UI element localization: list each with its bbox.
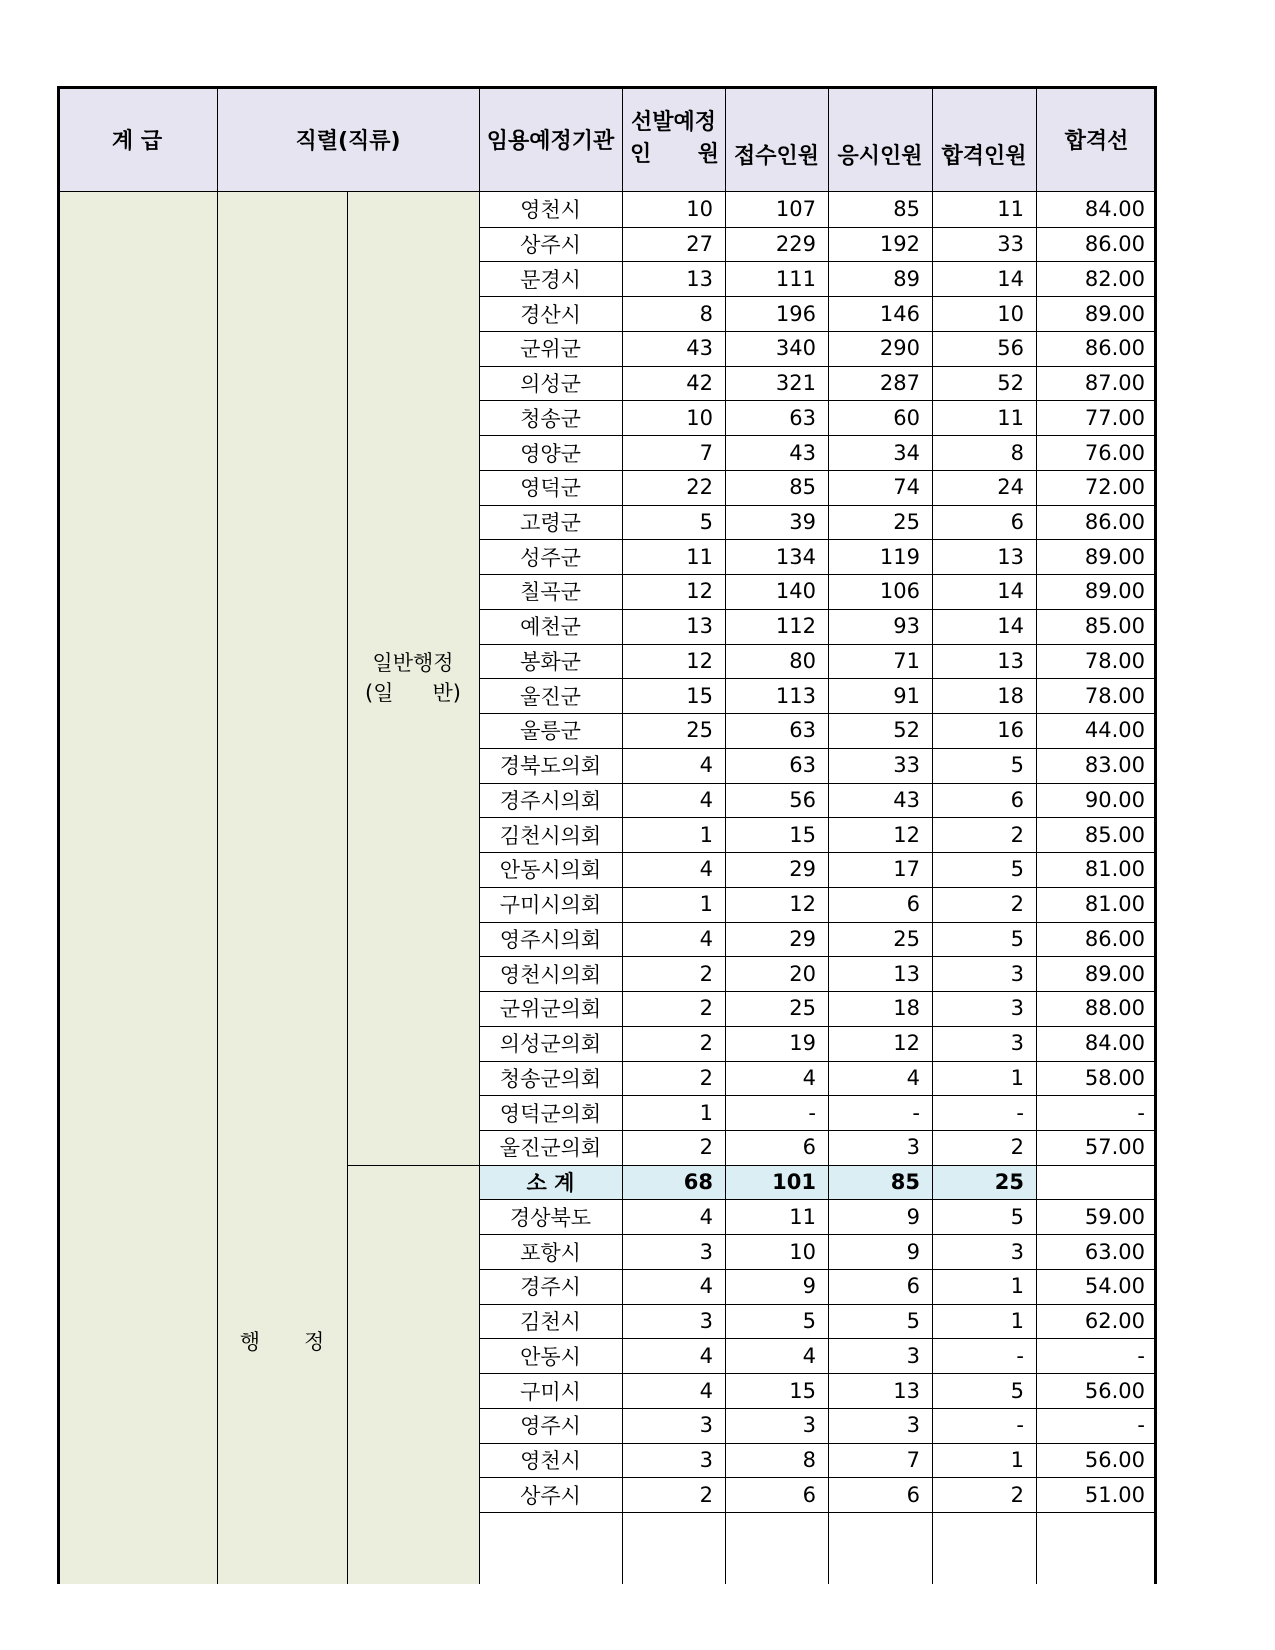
cell-examined: 33 [893, 753, 920, 778]
cell-planned: 4 [699, 1378, 713, 1403]
cell-passed: 14 [997, 579, 1024, 604]
cell-examined: 3 [906, 1413, 920, 1438]
grid-vline [1036, 86, 1037, 192]
cell-passed: 14 [997, 266, 1024, 291]
grid-hline [479, 783, 1157, 784]
cell-agency: 상주시 [520, 1483, 581, 1508]
cell-agency: 영주시의회 [499, 927, 602, 952]
cell-agency: 경주시 [520, 1275, 581, 1300]
cell-planned: 1 [699, 822, 713, 847]
cell-planned: 12 [686, 579, 713, 604]
cell-applied: 340 [775, 336, 816, 361]
cell-passed: 56 [997, 336, 1024, 361]
series-label: 행 정 [217, 192, 347, 1584]
header-applicants: 접수인원 [725, 86, 828, 192]
cell-applied: 101 [725, 1165, 828, 1200]
cell-passed: 1 [1010, 1447, 1024, 1472]
cell-cutoff: 85.00 [1084, 822, 1145, 847]
header-planned-line1: 선발예정 [630, 110, 716, 135]
cell-passed: 24 [997, 475, 1024, 500]
cell-planned: 4 [699, 753, 713, 778]
cell-applied: 20 [789, 961, 816, 986]
cell-passed: 2 [1010, 892, 1024, 917]
cell-applied: 11 [789, 1204, 816, 1229]
grid-vline [622, 86, 623, 192]
cell-passed: 5 [1010, 857, 1024, 882]
cell-applied: 8 [802, 1447, 816, 1472]
grid-vline [725, 86, 726, 192]
cell-cutoff: 62.00 [1084, 1309, 1145, 1334]
cell-passed: 5 [1010, 926, 1024, 951]
cell-planned: 2 [699, 1135, 713, 1160]
cell-cutoff: 56.00 [1084, 1447, 1145, 1472]
grid-hline [479, 1234, 1157, 1235]
cell-planned: 5 [699, 510, 713, 535]
cell-cutoff: 81.00 [1084, 857, 1145, 882]
cell-examined: 52 [893, 718, 920, 743]
cell-cutoff: 51.00 [1084, 1482, 1145, 1507]
cell-agency: 안동시의회 [499, 858, 602, 883]
cell-examined: 12 [893, 1031, 920, 1056]
cell-planned: 4 [699, 926, 713, 951]
cell-examined: 25 [893, 510, 920, 535]
cell-cutoff: 82.00 [1084, 266, 1145, 291]
grid-hline [479, 609, 1157, 610]
grid-hline [479, 817, 1157, 818]
cell-agency: 청송군 [520, 406, 581, 431]
cell-examined: 6 [906, 1482, 920, 1507]
grid-hline [479, 1443, 1157, 1444]
grid-hline [479, 1408, 1157, 1409]
cell-agency: 예천군 [520, 615, 581, 640]
cell-planned: 2 [699, 1482, 713, 1507]
cell-planned: 3 [699, 1309, 713, 1334]
cell-planned: 13 [686, 266, 713, 291]
grid-hline [479, 1165, 1157, 1166]
cell-passed: 8 [1010, 440, 1024, 465]
cell-cutoff: 78.00 [1084, 683, 1145, 708]
subseries-general [347, 192, 479, 1164]
cell-examined: 74 [893, 475, 920, 500]
grid-vline [828, 86, 829, 192]
grid-hline [479, 296, 1157, 297]
cell-applied: 63 [789, 753, 816, 778]
cell-examined: 106 [879, 579, 920, 604]
cell-cutoff [1036, 1165, 1157, 1200]
cell-applied: 321 [775, 371, 816, 396]
cell-agency: 울진군 [520, 684, 581, 709]
subseries-general-line1: 일반행정 [372, 651, 454, 675]
cell-agency: 고령군 [520, 511, 581, 536]
cell-passed: - [1016, 1413, 1024, 1438]
cell-agency: 칠곡군 [520, 580, 581, 605]
cell-examined: 89 [893, 266, 920, 291]
grid-hline [479, 1199, 1157, 1200]
cell-applied: 6 [802, 1482, 816, 1507]
grid-hline [479, 1304, 1157, 1305]
cell-cutoff: 88.00 [1084, 996, 1145, 1021]
cell-cutoff: - [1137, 1343, 1145, 1368]
grid-hline [479, 470, 1157, 471]
cell-examined: 6 [906, 892, 920, 917]
cell-planned: 1 [699, 892, 713, 917]
grid-hline [479, 678, 1157, 679]
cell-agency: 안동시 [520, 1344, 581, 1369]
cell-cutoff: 78.00 [1084, 648, 1145, 673]
cell-cutoff: 89.00 [1084, 961, 1145, 986]
cell-applied: 6 [802, 1135, 816, 1160]
cell-cutoff: 57.00 [1084, 1135, 1145, 1160]
grid-hline [479, 539, 1157, 540]
cell-cutoff: 86.00 [1084, 926, 1145, 951]
cell-passed: 5 [1010, 1378, 1024, 1403]
cell-applied: 4 [802, 1065, 816, 1090]
cell-applied: 80 [789, 648, 816, 673]
cell-agency: 김천시의회 [499, 823, 602, 848]
cell-passed: 11 [997, 405, 1024, 430]
cell-cutoff: 90.00 [1084, 787, 1145, 812]
cell-examined: 25 [893, 926, 920, 951]
cell-examined: 34 [893, 440, 920, 465]
cell-passed: 1 [1010, 1309, 1024, 1334]
cell-cutoff: 56.00 [1084, 1378, 1145, 1403]
cell-cutoff: 87.00 [1084, 371, 1145, 396]
header-bottom-border [57, 191, 1157, 192]
grid-hline [479, 852, 1157, 853]
cell-cutoff: 89.00 [1084, 301, 1145, 326]
cell-planned: 2 [699, 1031, 713, 1056]
cell-examined: 9 [906, 1239, 920, 1264]
cell-passed: 2 [1010, 822, 1024, 847]
grid-hline [479, 1095, 1157, 1096]
grid-hline [479, 1512, 1157, 1513]
cell-planned: 42 [686, 371, 713, 396]
cell-agency: 영양군 [520, 441, 581, 466]
cell-passed: 16 [997, 718, 1024, 743]
cell-passed: 33 [997, 232, 1024, 257]
cell-examined: 13 [893, 961, 920, 986]
table-left-border [57, 86, 60, 1584]
cell-examined: 7 [906, 1447, 920, 1472]
cell-planned: 22 [686, 475, 713, 500]
cell-passed: 1 [1010, 1274, 1024, 1299]
cell-cutoff: 89.00 [1084, 544, 1145, 569]
cell-applied: 4 [802, 1343, 816, 1368]
cell-planned: 4 [699, 1343, 713, 1368]
cell-applied: 15 [789, 822, 816, 847]
cell-agency: 성주군 [520, 545, 581, 570]
cell-cutoff: 77.00 [1084, 405, 1145, 430]
cell-agency: 경북도의회 [499, 754, 602, 779]
cell-passed: 13 [997, 648, 1024, 673]
cell-examined: 3 [906, 1343, 920, 1368]
cell-planned: 3 [699, 1447, 713, 1472]
cell-agency: 영덕군 [520, 476, 581, 501]
cell-passed: 5 [1010, 1204, 1024, 1229]
header-planned-line2: 인 원 [630, 142, 719, 167]
cell-planned: 4 [699, 857, 713, 882]
subseries-divider [347, 1165, 479, 1166]
grid-hline [479, 644, 1157, 645]
cell-applied: 63 [789, 405, 816, 430]
cell-passed: 10 [997, 301, 1024, 326]
subseries-next [347, 1164, 479, 1584]
cell-planned: 7 [699, 440, 713, 465]
grid-hline [479, 748, 1157, 749]
cell-applied: 85 [789, 475, 816, 500]
grid-hline [479, 505, 1157, 506]
cell-cutoff: 84.00 [1084, 1031, 1145, 1056]
cell-examined: 5 [906, 1309, 920, 1334]
cell-applied: 10 [789, 1239, 816, 1264]
cell-cutoff: 81.00 [1084, 892, 1145, 917]
cell-examined: 12 [893, 822, 920, 847]
cell-applied: 63 [789, 718, 816, 743]
cell-passed: 11 [997, 197, 1024, 222]
cell-passed: 5 [1010, 753, 1024, 778]
cell-cutoff: - [1137, 1413, 1145, 1438]
results-table [57, 86, 1157, 1584]
cell-passed: 6 [1010, 510, 1024, 535]
cell-applied: 3 [802, 1413, 816, 1438]
cell-applied: 134 [775, 544, 816, 569]
cell-cutoff: 63.00 [1084, 1239, 1145, 1264]
cell-applied: 229 [775, 232, 816, 257]
header-planned [622, 86, 725, 192]
grid-hline [479, 1269, 1157, 1270]
grid-hline [479, 366, 1157, 367]
cell-passed: 3 [1010, 1031, 1024, 1056]
cell-planned: 2 [699, 961, 713, 986]
cell-cutoff: 44.00 [1084, 718, 1145, 743]
cell-passed: - [1016, 1100, 1024, 1125]
cell-planned: 3 [699, 1239, 713, 1264]
cell-agency: 군위군 [520, 337, 581, 362]
cell-examined: 9 [906, 1204, 920, 1229]
cell-planned: 11 [686, 544, 713, 569]
header-examinees: 응시인원 [828, 86, 932, 192]
cell-agency: 포항시 [520, 1240, 581, 1265]
cell-planned: 68 [622, 1165, 725, 1200]
grid-hline [479, 331, 1157, 332]
grid-hline [479, 956, 1157, 957]
cell-planned: 15 [686, 683, 713, 708]
cell-agency: 상주시 [520, 233, 581, 258]
cell-cutoff: 89.00 [1084, 579, 1145, 604]
cell-applied: 15 [789, 1378, 816, 1403]
cell-applied: 43 [789, 440, 816, 465]
cell-agency: 영천시의회 [499, 962, 602, 987]
grid-hline [479, 261, 1157, 262]
grid-hline [479, 400, 1157, 401]
cell-agency: 구미시의회 [499, 893, 602, 918]
cell-cutoff: 86.00 [1084, 336, 1145, 361]
cell-applied: 112 [775, 614, 816, 639]
cell-applied: 39 [789, 510, 816, 535]
cell-examined: 85 [828, 1165, 932, 1200]
cell-agency: 경산시 [520, 302, 581, 327]
cell-planned: 3 [699, 1413, 713, 1438]
cell-examined: - [912, 1100, 920, 1125]
cell-agency: 의성군 [520, 372, 581, 397]
cell-planned: 8 [699, 301, 713, 326]
cell-planned: 2 [699, 1065, 713, 1090]
cell-passed: 1 [1010, 1065, 1024, 1090]
cell-planned: 4 [699, 1274, 713, 1299]
grid-vline [217, 86, 218, 192]
cell-planned: 12 [686, 648, 713, 673]
grid-vline [347, 192, 348, 1584]
cell-applied: 196 [775, 301, 816, 326]
cell-examined: 60 [893, 405, 920, 430]
cell-planned: 4 [699, 1204, 713, 1229]
cell-cutoff: 86.00 [1084, 510, 1145, 535]
cell-examined: 71 [893, 648, 920, 673]
cell-cutoff: 58.00 [1084, 1065, 1145, 1090]
cell-agency: 영덕군의회 [499, 1101, 602, 1126]
cell-examined: 43 [893, 787, 920, 812]
cell-cutoff: - [1137, 1100, 1145, 1125]
cell-examined: 192 [879, 232, 920, 257]
cell-passed: 25 [932, 1165, 1036, 1200]
cell-passed: 3 [1010, 996, 1024, 1021]
cell-applied: 5 [802, 1309, 816, 1334]
cell-applied: 29 [789, 857, 816, 882]
cell-applied: - [808, 1100, 816, 1125]
cell-applied: 9 [802, 1274, 816, 1299]
grid-vline [932, 86, 933, 192]
cell-planned: 13 [686, 614, 713, 639]
grid-hline [479, 1130, 1157, 1131]
cell-agency: 청송군의회 [499, 1066, 602, 1091]
grade-column [57, 192, 217, 1584]
cell-cutoff: 83.00 [1084, 753, 1145, 778]
cell-passed: 14 [997, 614, 1024, 639]
cell-examined: 91 [893, 683, 920, 708]
cell-examined: 6 [906, 1274, 920, 1299]
cell-agency: 경상북도 [509, 1205, 592, 1230]
cell-applied: 25 [789, 996, 816, 1021]
cell-examined: 290 [879, 336, 920, 361]
cell-agency: 구미시 [520, 1379, 581, 1404]
cell-applied: 12 [789, 892, 816, 917]
cell-applied: 56 [789, 787, 816, 812]
cell-agency: 경주시의회 [499, 788, 602, 813]
subseries-general-line2: (일 반) [365, 681, 461, 705]
cell-examined: 119 [879, 544, 920, 569]
cell-agency: 군위군의회 [499, 997, 602, 1022]
cell-passed: 6 [1010, 787, 1024, 812]
grid-hline [479, 922, 1157, 923]
cell-planned: 2 [699, 996, 713, 1021]
cell-passed: 2 [1010, 1135, 1024, 1160]
cell-passed: - [1016, 1343, 1024, 1368]
cell-examined: 13 [893, 1378, 920, 1403]
cell-passed: 13 [997, 544, 1024, 569]
cell-examined: 18 [893, 996, 920, 1021]
cell-planned: 43 [686, 336, 713, 361]
grid-hline [479, 1061, 1157, 1062]
cell-agency: 김천시 [520, 1310, 581, 1335]
cell-agency: 소 계 [479, 1165, 622, 1200]
cell-planned: 27 [686, 232, 713, 257]
grid-hline [479, 574, 1157, 575]
header-grade: 계 급 [57, 86, 217, 192]
cell-passed: 52 [997, 371, 1024, 396]
cell-examined: 93 [893, 614, 920, 639]
cell-agency: 봉화군 [520, 649, 581, 674]
grid-hline [479, 1338, 1157, 1339]
cell-planned: 4 [699, 787, 713, 812]
cell-passed: 3 [1010, 961, 1024, 986]
cell-examined: 3 [906, 1135, 920, 1160]
grid-hline [479, 1373, 1157, 1374]
cell-agency: 영천시 [520, 1448, 581, 1473]
cell-passed: 3 [1010, 1239, 1024, 1264]
grid-hline [479, 1026, 1157, 1027]
cell-agency: 영천시 [520, 198, 581, 223]
cell-agency: 영주시 [520, 1414, 581, 1439]
cell-examined: 146 [879, 301, 920, 326]
cell-planned: 10 [686, 197, 713, 222]
cell-applied: 140 [775, 579, 816, 604]
cell-cutoff: 85.00 [1084, 614, 1145, 639]
cell-agency: 울릉군 [520, 719, 581, 744]
cell-applied: 111 [775, 266, 816, 291]
grid-hline [479, 1477, 1157, 1478]
table-right-border [1154, 86, 1157, 1584]
grid-hline [479, 435, 1157, 436]
grid-hline [479, 887, 1157, 888]
cell-cutoff: 76.00 [1084, 440, 1145, 465]
cell-cutoff: 72.00 [1084, 475, 1145, 500]
cell-examined: 4 [906, 1065, 920, 1090]
cell-cutoff: 86.00 [1084, 232, 1145, 257]
cell-planned: 10 [686, 405, 713, 430]
cell-cutoff: 84.00 [1084, 197, 1145, 222]
grid-hline [479, 713, 1157, 714]
cell-planned: 1 [699, 1100, 713, 1125]
cell-agency: 의성군의회 [499, 1032, 602, 1057]
cell-applied: 19 [789, 1031, 816, 1056]
grid-vline [479, 86, 480, 192]
cell-examined: 17 [893, 857, 920, 882]
cell-examined: 287 [879, 371, 920, 396]
cell-applied: 107 [775, 197, 816, 222]
grid-hline [479, 227, 1157, 228]
grid-vline [217, 192, 218, 1584]
cell-passed: 2 [1010, 1482, 1024, 1507]
cell-passed: 18 [997, 683, 1024, 708]
cell-agency: 울진군의회 [499, 1136, 602, 1161]
grid-hline [479, 991, 1157, 992]
header-passed: 합격인원 [932, 86, 1036, 192]
cell-cutoff: 59.00 [1084, 1204, 1145, 1229]
cell-agency: 문경시 [520, 267, 581, 292]
header-agency: 임용예정기관 [479, 86, 622, 192]
header-position: 직렬(직류) [217, 86, 479, 192]
header-cutoff: 합격선 [1036, 86, 1157, 192]
cell-planned: 25 [686, 718, 713, 743]
cell-cutoff: 54.00 [1084, 1274, 1145, 1299]
cell-applied: 29 [789, 926, 816, 951]
cell-examined: 85 [893, 197, 920, 222]
table-top-border [57, 86, 1157, 89]
cell-applied: 113 [775, 683, 816, 708]
